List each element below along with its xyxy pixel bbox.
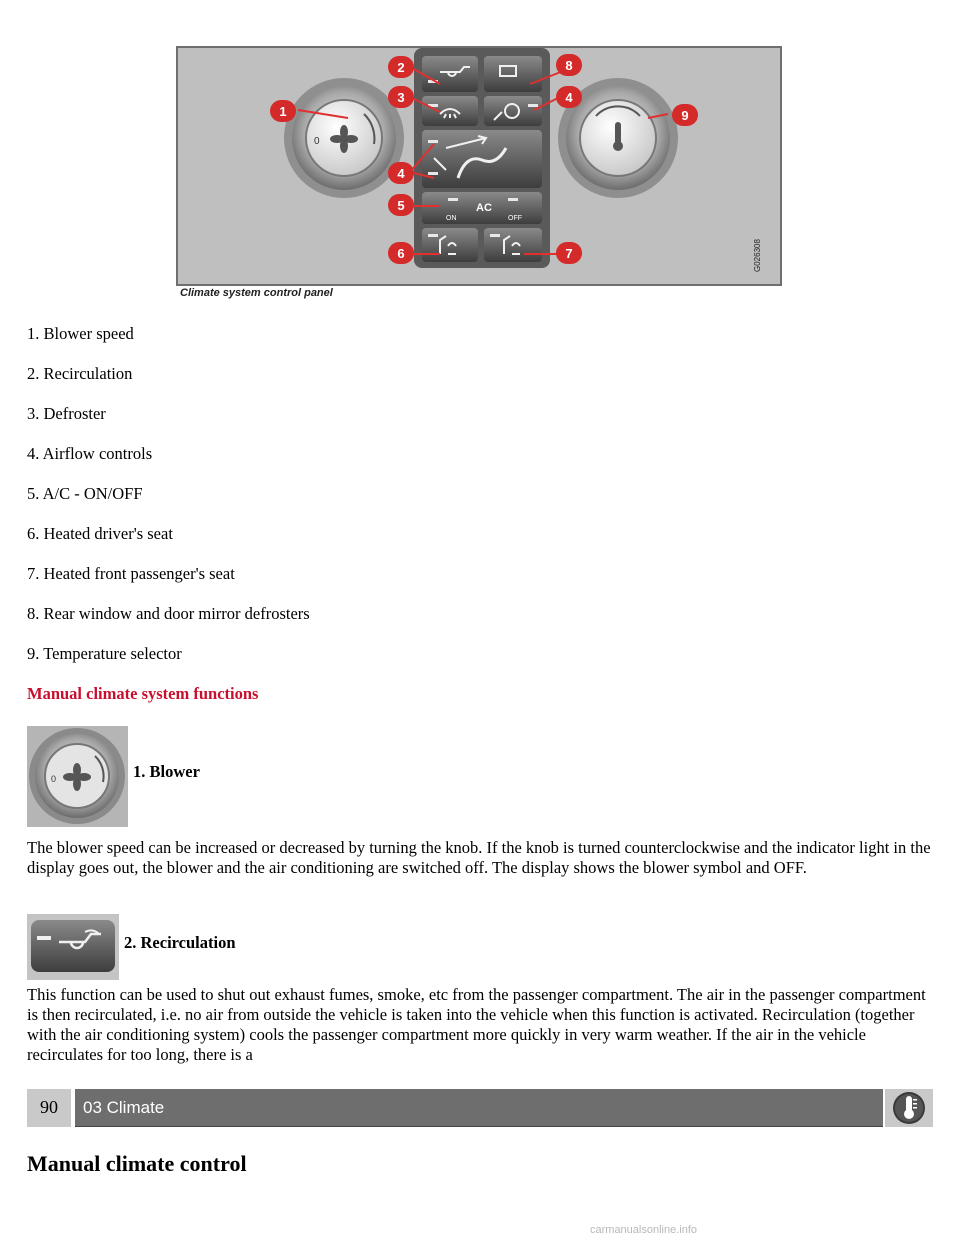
blower-paragraph: The blower speed can be increased or decreased by turning the knob. If the knob is turned counterclockwise and the indicator light in the display goes out, the blower and the air conditioning are switched off. The display shows the blower symbol and OFF. (27, 838, 931, 877)
next-section-heading: Manual climate control (27, 1151, 247, 1176)
ac-on-label: ON (446, 215, 457, 222)
svg-text:6: 6 (397, 246, 405, 261)
callout-8 (556, 54, 582, 76)
callout-1 (270, 100, 296, 122)
svg-text:4: 4 (397, 166, 405, 181)
callout-4b (388, 162, 414, 184)
callout-9 (672, 104, 698, 126)
ac-off-label: OFF (508, 215, 522, 222)
thumb-knob-zero-label: 0 (51, 774, 57, 784)
legend-item: 5. A/C - ON/OFF (27, 484, 143, 503)
legend-item: 9. Temperature selector (27, 644, 182, 663)
page-number: 90 (27, 1089, 71, 1127)
legend-item: 6. Heated driver's seat (27, 524, 173, 543)
legend-item: 7. Heated front passenger's seat (27, 564, 235, 583)
page-footer-bar (27, 1089, 933, 1127)
legend-item: 8. Rear window and door mirror defrosters (27, 604, 310, 623)
svg-text:1: 1 (279, 104, 287, 119)
svg-text:2: 2 (397, 60, 405, 75)
svg-text:8: 8 (565, 58, 573, 73)
ac-label: AC (476, 202, 492, 214)
svg-text:3: 3 (397, 90, 405, 105)
section-title: Manual climate system functions (27, 684, 259, 703)
callout-7 (556, 242, 582, 264)
legend-item: 3. Defroster (27, 404, 106, 423)
blower-knob (284, 78, 404, 198)
blower-knob-thumbnail (27, 726, 128, 827)
figure-caption: Climate system control panel (180, 287, 333, 299)
blower-heading: 1. Blower (133, 762, 200, 781)
chapter-icon-box (885, 1089, 933, 1127)
recirculation-heading: 2. Recirculation (124, 933, 236, 952)
climate-panel-illustration (178, 48, 780, 284)
recirculation-paragraph: This function can be used to shut out exhaust fumes, smoke, etc from the passenger compartment. The air in the passenger compartment is then recirculated, i.e. no air from outside the vehicle is taken into the vehicle when this function is activated. Recirculation (together with the air conditioning system) cools the passenger compartment more quickly in very warm weather. If the air in the vehicle recirculates for too long, there is a (27, 985, 926, 1064)
callout-2 (388, 56, 414, 78)
watermark: carmanualsonline.info (590, 1224, 698, 1236)
chapter-label: 03 Climate (83, 1098, 165, 1117)
recirculation-button-thumbnail (27, 914, 119, 980)
callout-5 (388, 194, 414, 216)
thermometer-icon (885, 1089, 933, 1127)
callout-4a (556, 86, 582, 108)
legend-item: 2. Recirculation (27, 364, 133, 383)
legend-item: 4. Airflow controls (27, 444, 153, 463)
chapter-banner (75, 1089, 883, 1127)
svg-text:5: 5 (397, 198, 405, 213)
callout-6 (388, 242, 414, 264)
figure-code: G026308 (753, 239, 762, 272)
knob-zero-label: 0 (314, 136, 320, 147)
svg-text:7: 7 (565, 246, 573, 261)
svg-text:4: 4 (565, 90, 573, 105)
callout-3 (388, 86, 414, 108)
svg-text:9: 9 (681, 108, 689, 123)
climate-panel-figure (176, 46, 782, 286)
legend-item: 1. Blower speed (27, 324, 134, 343)
